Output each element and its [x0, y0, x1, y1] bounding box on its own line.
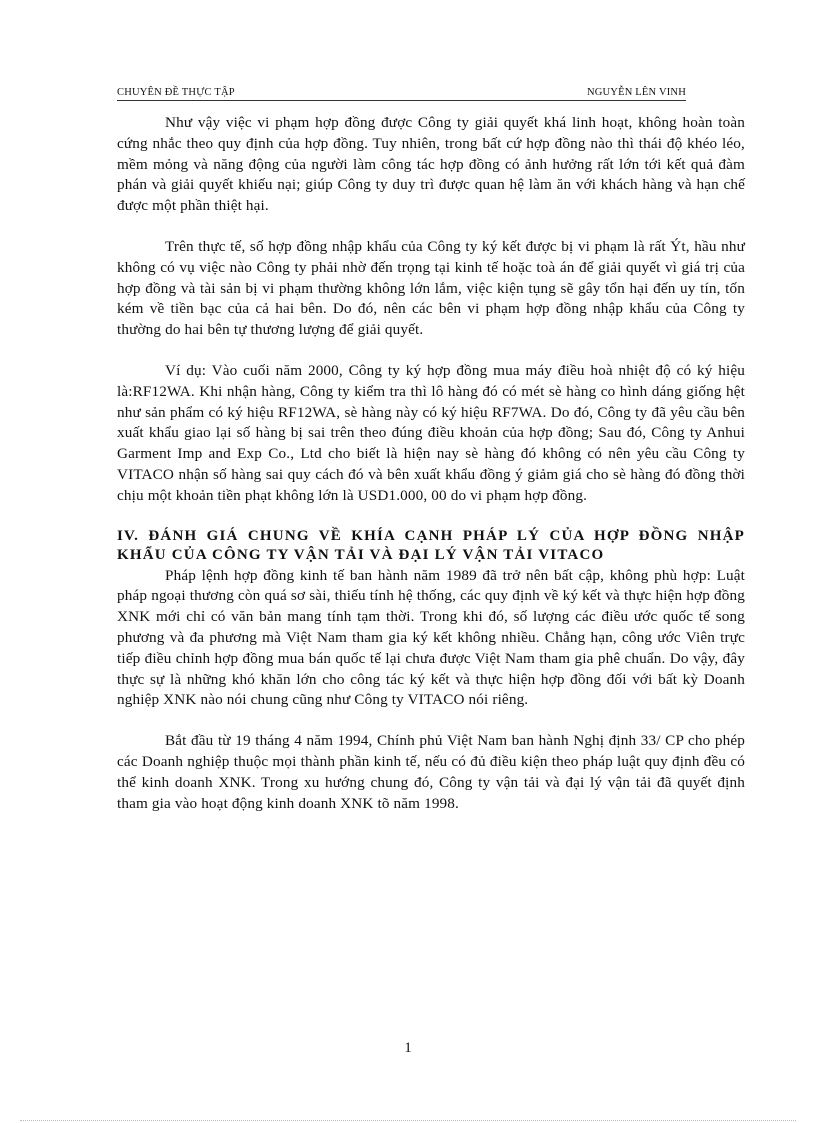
paragraph: Pháp lệnh hợp đồng kinh tế ban hành năm 1989 đã trở nên bất cập, không phù hợp: Luật pháp ngoại thương còn quá sơ sài, thiếu tính hệ thống, các quy định về ký kết và thực hiện hợp đồng XNK mới chỉ có văn bản mang tính tạm thời. Trong khi đó, số lượng các điều ước quốc tế song phương và đa phương mà Việt Nam tham gia ký kết không nhiều. Chẳng hạn, công ước Viên trực tiếp điều chỉnh hợp đồng mua bán quốc tế lại chưa được Việt Nam tham gia phê chuẩn. Do vậy, đây thực sự là những khó khăn lớn cho công tác ký kết và thực hiện hợp đồng đối với bất kỳ Doanh nghiệp XNK nào nói chung cũng như Công ty VITACO nói riêng. — [117, 566, 745, 709]
paragraph: Trên thực tế, số hợp đồng nhập khẩu của Công ty ký kết được bị vi phạm là rất Ýt, hầu như không có vụ việc nào Công ty phải nhờ đến trọng tại kinh tế hoặc toà án để giải quyết vì giá trị của hợp đồng và tài sản bị vi phạm thường không lớn lắm, việc kiện tụng sẽ gây tổn hại đến uy tín, tốn kém về tiền bạc của cả hai bên. Do đó, nên các bên vi phạm hợp đồng nhập khẩu của Công ty thường do hai bên tự thương lượng để giải quyết. — [117, 237, 745, 339]
paragraph: Như vậy việc vi phạm hợp đồng được Công ty giải quyết khá linh hoạt, không hoàn toàn cứng nhắc theo quy định của hợp đồng. Tuy nhiên, trong bất cứ hợp đồng nào thì thái độ khéo léo, mềm mỏng và năng động của người làm công tác hợp đồng có ảnh hưởng rất lớn tới kết quả đàm phán và giải quyết khiếu nại; giúp Công ty duy trì được quan hệ làm ăn với khách hàng và hạn chế được một phần thiệt hại. — [117, 114, 745, 215]
header-author: NGUYỄN LÊN VINH — [586, 87, 686, 98]
page-bottom-divider — [20, 1120, 796, 1121]
paragraph: Ví dụ: Vào cuối năm 2000, Công ty ký hợp đồng mua máy điều hoà nhiệt độ có ký hiệu là:RF12WA. Khi nhận hàng, Công ty kiểm tra thì lô hàng đó có mét sè hàng co hình dáng giống hệt như sản phẩm có ký hiệu RF12WA, sè hàng này có ký hiệu RF7WA. Do đó, Công ty đã yêu cầu bên xuất khẩu giao lại số hàng bị sai trên theo đúng điều khoản của hợp đồng; Sau đó, Công ty Anhui Garment Imp and Exp Co., Ltd cho biết là hiện nay sè hàng đó không có nên yêu cầu Công ty VITACO nhận số hàng sai quy cách đó và bên xuất khẩu đồng ý giảm giá cho sè hàng đó đồng thời chịu một khoản tiền phạt không lớn là USD1.000, 00 do vi phạm hợp đồng. — [117, 361, 745, 504]
paragraph: Bắt đầu từ 19 tháng 4 năm 1994, Chính phủ Việt Nam ban hành Nghị định 33/ CP cho phép các Doanh nghiệp thuộc mọi thành phần kinh tế, nếu có đủ điều kiện theo pháp luật quy định đều có thể kinh doanh XNK. Trong xu hướng chung đó, Công ty vận tải và đại lý vận tải đã quyết định tham gia vào hoạt động kinh doanh XNK tõ năm 1998. — [117, 732, 745, 812]
section-heading: IV. ĐÁNH GIÁ CHUNG VỀ KHÍA CẠNH PHÁP LÝ CỦA HỢP ĐỒNG NHẬP KHẨU CỦA CÔNG TY VẬN TẢI VÀ ĐẠI LÝ VẬN TẢI VITACO — [117, 527, 745, 564]
header-title: CHUYÊN ĐỀ THỰC TẬP — [117, 87, 235, 98]
page-header — [117, 86, 686, 101]
document-body — [117, 113, 745, 814]
page-number: 1 — [404, 1040, 412, 1056]
